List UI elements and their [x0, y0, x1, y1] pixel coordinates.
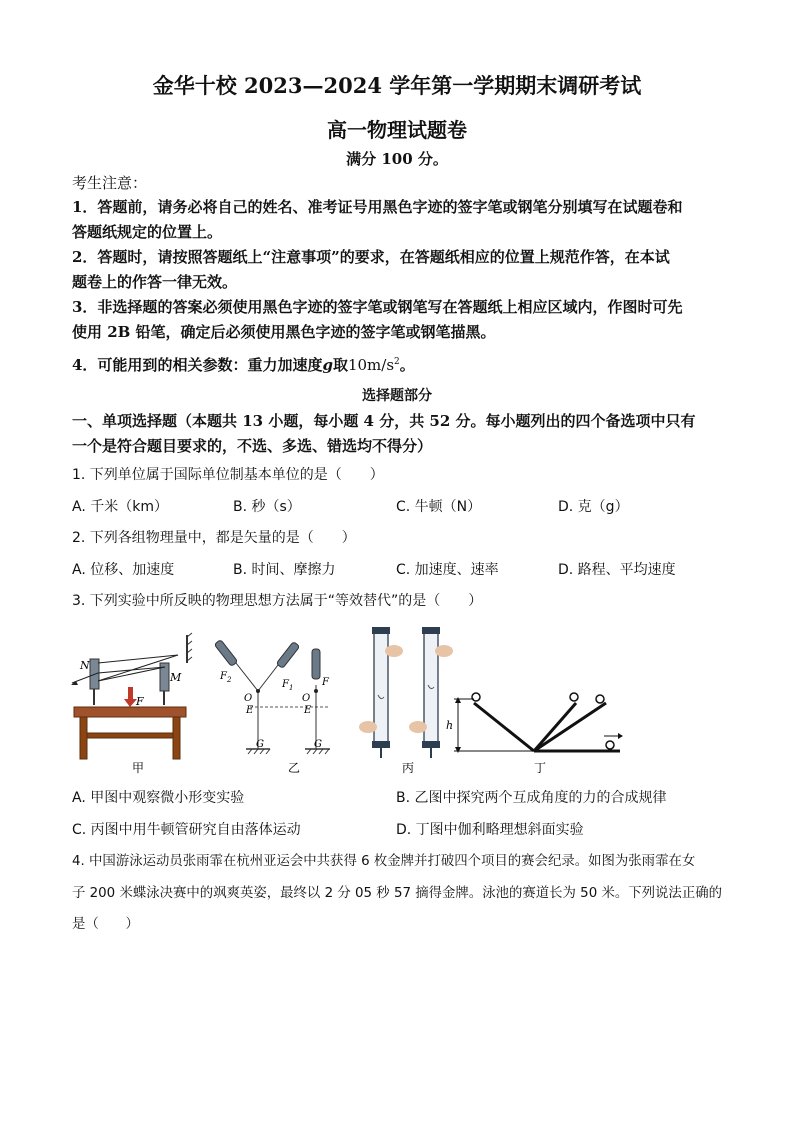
ball-start [472, 693, 480, 701]
incline-left [474, 703, 534, 751]
question-2-stem: 2. 下列各组物理量中，都是矢量的是（ ） [72, 530, 356, 546]
hand-bottom-left [359, 721, 377, 733]
notice-item-2-line-1: 2．答题时，请按照答题纸上“注意事项”的要求，在答题纸相应的位置上规范作答，在本试 [72, 248, 670, 266]
ball-steep [570, 693, 578, 701]
question-2-option-c: C. 加速度、速率 [396, 562, 499, 578]
caption-ding: 丁 [534, 761, 547, 775]
label-e-left: E [246, 705, 254, 716]
label-o-left: O [244, 693, 253, 704]
label-f2: $F_2$ [220, 671, 232, 684]
caption-jia: 甲 [132, 761, 145, 775]
question-4-stem-line-1: 4. 中国游泳运动员张雨霏在杭州亚运会中共获得 6 枚金牌并打破四个项目的赛会纪录。如图为张雨霏在女 [72, 854, 696, 869]
hand-bottom-right [409, 721, 427, 733]
question-1-option-a: A. 千米（km） [72, 499, 168, 515]
question-3-option-a: A. 甲图中观察微小形变实验 [72, 790, 245, 806]
figure-yi [214, 640, 330, 775]
question-1-option-c: C. 牛顿（N） [396, 499, 482, 515]
notice-item-4: 4．可能用到的相关参数：重力加速度g取$10m/s^2$。 [72, 356, 415, 374]
hand-top-left [385, 645, 403, 657]
question-2-option-d: D. 路程、平均速度 [558, 562, 676, 578]
figure-bing [359, 627, 453, 775]
notice-heading: 考生注意： [72, 174, 148, 192]
caption-yi: 乙 [288, 761, 301, 775]
question-3-stem: 3. 下列实验中所反映的物理思想方法属于“等效替代”的是（ ） [72, 593, 483, 609]
label-e-right: E [304, 705, 312, 716]
spring-scale-f2 [214, 640, 238, 667]
exam-subtitle: 高一物理试题卷 [327, 118, 467, 142]
question-4-stem-line-3: 是（ ） [72, 917, 139, 932]
notice-item-3-line-2: 使用 2B 铅笔，确定后必须使用黑色字迹的签字笔或钢笔描黑。 [72, 323, 496, 341]
label-h: h [446, 719, 454, 732]
spring-scale-f [312, 649, 320, 679]
label-g-left: G [256, 739, 264, 750]
caption-bing: 丙 [402, 761, 415, 775]
notice-item-1-line-1: 1．答题前，请务必将自己的姓名、准考证号用黑色字迹的签字笔或钢笔分别填写在试题卷和 [72, 198, 683, 216]
notice-item-1-line-2: 答题纸规定的位置上。 [72, 223, 223, 241]
section-heading: 选择题部分 [362, 388, 432, 404]
ball-horizontal [606, 741, 614, 749]
question-3-option-c: C. 丙图中用牛顿管研究自由落体运动 [72, 822, 301, 838]
question-3-figures [60, 615, 740, 775]
label-g-right: G [314, 739, 322, 750]
question-1-option-b: B. 秒（s） [233, 499, 301, 515]
label-f-jia: F [136, 695, 144, 708]
question-3-option-b: B. 乙图中探究两个互成角度的力的合成规律 [396, 790, 667, 806]
part1-instructions-line-1: 一、单项选择题（本题共 13 小题，每小题 4 分，共 52 分。每小题列出的四个备选项中只有 [72, 412, 696, 430]
figure-ding [446, 693, 623, 775]
ball-gentle [596, 695, 604, 703]
label-n: N [80, 659, 90, 672]
notice-item-3-line-1: 3．非选择题的答案必须使用黑色字迹的签字笔或钢笔写在答题纸上相应区域内，作图时可先 [72, 298, 683, 316]
exam-title: 金华十校 2023—2024 学年第一学期期末调研考试 [152, 73, 642, 98]
question-1-option-d: D. 克（g） [558, 499, 629, 515]
part1-instructions-line-2: 一个是符合题目要求的，不选、多选、错选均不得分） [72, 437, 433, 455]
hand-top-right [435, 645, 453, 657]
full-score: 满分 100 分。 [346, 150, 448, 168]
notice-item-2-line-2: 题卷上的作答一律无效。 [72, 273, 238, 291]
question-3-option-d: D. 丁图中伽利略理想斜面实验 [396, 822, 584, 838]
force-arrow [128, 687, 133, 699]
table-top [74, 707, 186, 717]
spring-scale-f1 [276, 642, 300, 669]
figure-jia [71, 633, 192, 775]
label-o-right: O [302, 693, 311, 704]
question-2-option-a: A. 位移、加速度 [72, 562, 175, 578]
question-2-option-b: B. 时间、摩擦力 [233, 562, 336, 578]
label-m: M [170, 671, 182, 684]
label-f-yi: F [322, 677, 329, 688]
question-1-stem: 1. 下列单位属于国际单位制基本单位的是（ ） [72, 467, 384, 483]
label-f1: $F_1$ [282, 679, 294, 692]
question-4-stem-line-2: 子 200 米蝶泳决赛中的飒爽英姿，最终以 2 分 05 秒 57 摘得金牌。泳池的赛道长为 50 米。下列说法正确的 [72, 886, 722, 901]
